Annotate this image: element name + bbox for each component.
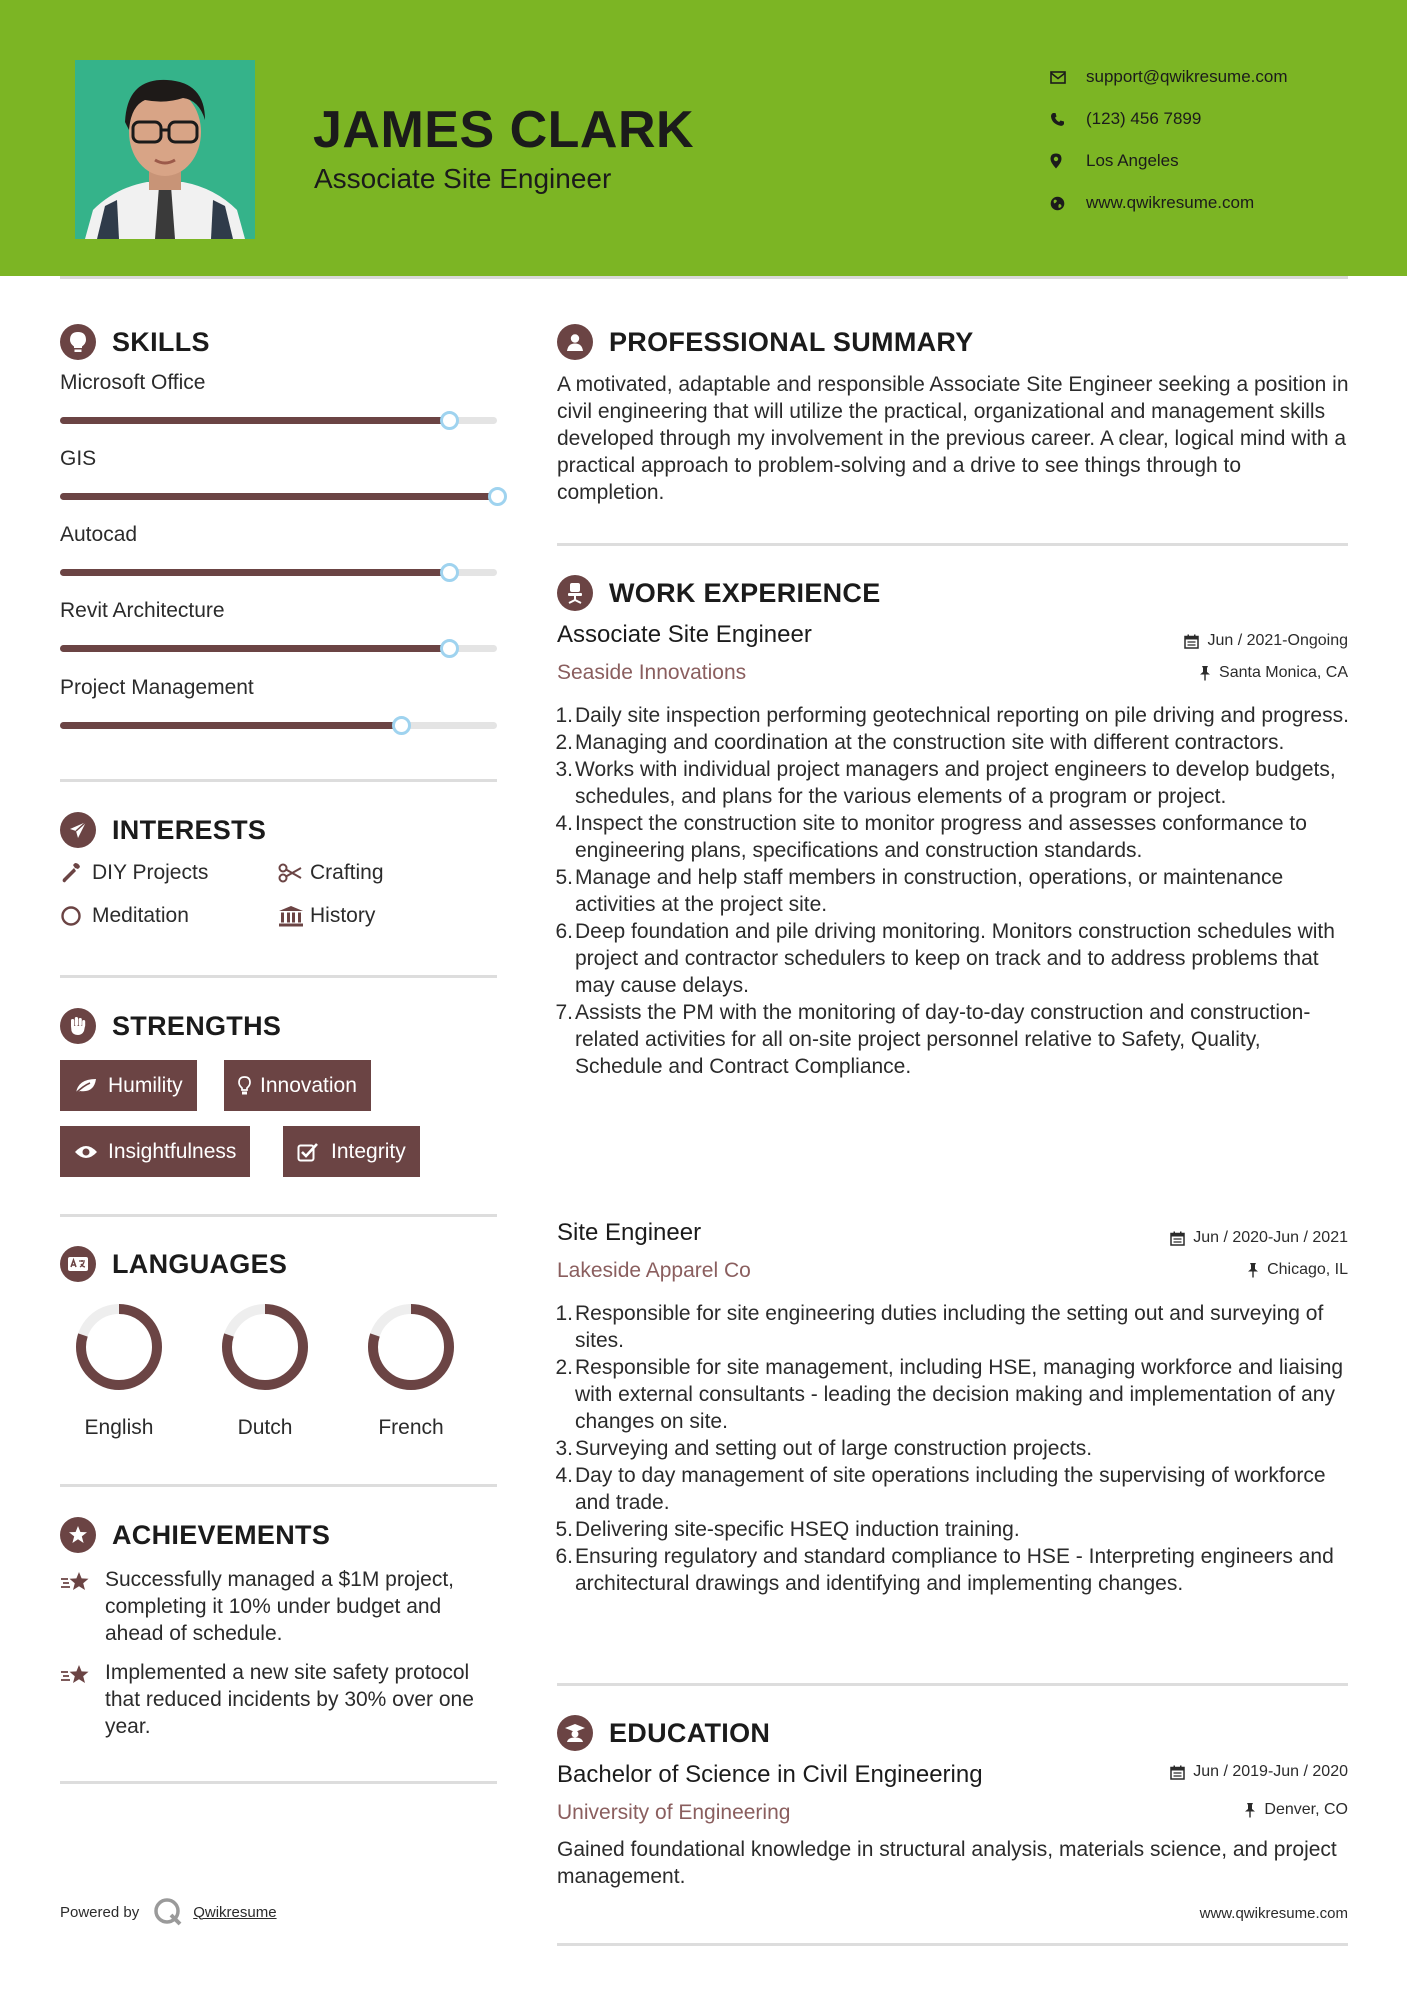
job-title: Site Engineer (557, 1219, 702, 1246)
interest-item (60, 904, 189, 928)
education-degree: Bachelor of Science in Civil Engineering (557, 1761, 983, 1788)
education-date (1170, 1763, 1348, 1781)
duty-number: 2. (555, 731, 573, 754)
summary-text: A motivated, adaptable and responsible Associate Site Engineer seeking a position in civil engineering that will utilize the practical, organizational and management skills developed through my involvement in the previous career. A clear, logical mind with a practical approach to problem-solving and a drive to see things through to completion. (557, 373, 1349, 504)
education-date-text: Jun / 2019-Jun / 2020 (1193, 1763, 1348, 1780)
job-location-text: Chicago, IL (1267, 1261, 1348, 1278)
strength-label: Integrity (331, 1139, 406, 1163)
header-divider (60, 276, 1348, 279)
job-duties-list (557, 702, 1352, 1080)
language-label: English (84, 1416, 154, 1439)
skill-bar (60, 493, 497, 500)
lightbulb-icon (238, 1076, 260, 1096)
user-icon (557, 324, 593, 360)
job-duty (557, 756, 1352, 810)
interests-title: INTERESTS (112, 814, 267, 845)
powered-by-text: Powered by (60, 1903, 140, 1921)
achievement-item (60, 1566, 500, 1647)
skill-bar (60, 417, 497, 424)
skill-bar-knob (488, 487, 507, 506)
duty-number: 4. (555, 1464, 573, 1487)
duty-number: 7. (555, 1001, 573, 1024)
language-ring (218, 1300, 312, 1394)
section-divider (557, 543, 1348, 546)
education-heading (557, 1715, 770, 1751)
language-ring (364, 1300, 458, 1394)
duty-text: Ensuring regulatory and standard compliance to HSE - Interpreting engineers and architectural drawings and identifying and implementing changes. (575, 1545, 1334, 1595)
duty-text: Surveying and setting out of large construction projects. (575, 1437, 1093, 1460)
duty-text: Works with individual project managers and project engineers to develop budgets, schedules, and plans for the various elements of a program or project. (575, 758, 1336, 808)
strengths-title: STRENGTHS (112, 1010, 282, 1041)
qwikresume-link[interactable]: Qwikresume (193, 1903, 277, 1921)
duty-number: 1. (555, 1302, 573, 1325)
achievement-text: Implemented a new site safety protocol that reduced incidents by 30% over one year. (105, 1661, 474, 1738)
experience-heading (557, 575, 881, 611)
duty-number: 2. (555, 1356, 573, 1379)
job-date (1184, 632, 1348, 650)
skill-bar-fill (60, 722, 401, 729)
duty-text: Daily site inspection performing geotechnical reporting on pile driving and progress. (575, 704, 1349, 727)
interests-heading (60, 812, 266, 848)
job-duty (557, 729, 1352, 756)
education-location (1244, 1801, 1348, 1819)
contact-phone[interactable] (1050, 98, 1288, 140)
duty-text: Managing and coordination at the construction site with different contractors. (575, 731, 1285, 754)
strength-label: Humility (108, 1073, 183, 1097)
contact-phone-text: (123) 456 7899 (1086, 109, 1202, 128)
duty-number: 5. (555, 866, 573, 889)
office-chair-icon (557, 575, 593, 611)
profile-photo (75, 60, 255, 239)
language-item (205, 1300, 325, 1440)
job-location-text: Santa Monica, CA (1219, 664, 1348, 681)
contact-list (1050, 56, 1288, 224)
skill-bar-knob (392, 716, 411, 735)
candidate-role: Associate Site Engineer (314, 163, 612, 194)
circle-icon (60, 905, 92, 927)
skill-label: Microsoft Office (60, 371, 206, 394)
phone-icon (1050, 112, 1086, 127)
interest-label: Crafting (310, 861, 384, 884)
interest-label: History (310, 904, 376, 927)
strength-badge (283, 1126, 420, 1177)
achievements-title: ACHIEVEMENTS (112, 1519, 331, 1550)
pushpin-icon (1247, 1262, 1259, 1278)
globe-icon (1050, 196, 1086, 211)
interest-item (278, 861, 384, 885)
duty-number: 3. (555, 1437, 573, 1460)
language-label: French (378, 1416, 444, 1439)
job-duties-list (557, 1300, 1352, 1597)
interest-item (278, 904, 375, 928)
language-ring (72, 1300, 166, 1394)
museum-icon (278, 905, 310, 927)
duty-text: Manage and help staff members in construction, operations, or maintenance activities at the project site. (575, 866, 1284, 916)
contact-website-text: www.qwikresume.com (1086, 193, 1255, 212)
job-duty (557, 918, 1352, 999)
summary-heading (557, 324, 974, 360)
skill-bar-knob (440, 411, 459, 430)
job-location (1247, 1261, 1348, 1279)
skill-bar (60, 569, 497, 576)
footer-powered-by (60, 1897, 277, 1927)
language-label: Dutch (237, 1416, 293, 1439)
achievements-heading (60, 1517, 330, 1553)
graduate-icon (557, 1715, 593, 1751)
paper-plane-icon (60, 812, 96, 848)
skill-bar-fill (60, 569, 449, 576)
languages-title: LANGUAGES (112, 1248, 288, 1279)
skills-title: SKILLS (112, 326, 210, 357)
duty-text: Delivering site-specific HSEQ induction training. (575, 1518, 1020, 1541)
leaf-icon (74, 1077, 108, 1095)
achievement-text: Successfully managed a $1M project, completing it 10% under budget and ahead of schedule. (105, 1568, 455, 1645)
section-divider (60, 779, 497, 782)
job-duty (557, 810, 1352, 864)
section-divider (60, 1484, 497, 1487)
calendar-icon (1170, 1765, 1185, 1780)
duty-number: 5. (555, 1518, 573, 1541)
duty-number: 6. (555, 1545, 573, 1568)
skill-label: Revit Architecture (60, 599, 225, 622)
check-square-icon (297, 1142, 331, 1162)
achievement-item (60, 1659, 500, 1740)
duty-number: 4. (555, 812, 573, 835)
interest-label: Meditation (92, 904, 189, 927)
strength-label: Innovation (260, 1073, 357, 1097)
summary-title: PROFESSIONAL SUMMARY (609, 326, 974, 357)
language-item (351, 1300, 471, 1440)
duty-number: 6. (555, 920, 573, 943)
language-icon (60, 1246, 96, 1282)
strengths-heading (60, 1008, 281, 1044)
contact-location-text: Los Angeles (1086, 151, 1179, 170)
skill-bar-knob (440, 639, 459, 658)
job-duty (557, 1516, 1352, 1543)
skills-heading (60, 324, 210, 360)
interest-label: DIY Projects (92, 861, 209, 884)
map-pin-icon (1050, 153, 1086, 169)
eye-icon (74, 1144, 108, 1160)
duty-text: Responsible for site engineering duties including the setting out and surveying of sites. (575, 1302, 1324, 1352)
duty-text: Assists the PM with the monitoring of day-to-day construction and construction-related activities for all on-site project personnel relative to Safety, Quality, Schedule and Contract Compliance. (575, 1001, 1311, 1078)
contact-location (1050, 140, 1288, 182)
job-duty (557, 1462, 1352, 1516)
skill-bar (60, 645, 497, 652)
skill-bar-fill (60, 493, 497, 500)
strength-badge (224, 1060, 371, 1111)
language-item (59, 1300, 179, 1440)
duty-text: Responsible for site management, including HSE, managing workforce and liaising with external consultants - leading the decision making and implementation of any changes on site. (575, 1356, 1344, 1433)
fist-icon (60, 1008, 96, 1044)
job-date-text: Jun / 2020-Jun / 2021 (1193, 1229, 1348, 1246)
duty-text: Deep foundation and pile driving monitoring. Monitors construction schedules with project and contractor schedulers to keep on track and to address problems that may cause delays. (575, 920, 1335, 997)
job-date-text: Jun / 2021-Ongoing (1207, 632, 1348, 649)
shooting-star-icon (60, 1566, 105, 1647)
job-duty (557, 1300, 1352, 1354)
wrench-icon (60, 862, 92, 884)
star-badge-icon (60, 1517, 96, 1553)
skill-label: GIS (60, 447, 97, 470)
qwikresume-logo-icon (153, 1897, 183, 1927)
footer-website[interactable]: www.qwikresume.com (1199, 1905, 1348, 1922)
lightbulb-icon (60, 324, 96, 360)
experience-title: WORK EXPERIENCE (609, 577, 881, 608)
contact-email-text: support@qwikresume.com (1086, 67, 1288, 86)
job-date (1170, 1229, 1348, 1247)
strength-label: Insightfulness (108, 1139, 237, 1163)
section-divider (557, 1683, 1348, 1686)
skill-label: Autocad (60, 523, 138, 546)
job-company: Lakeside Apparel Co (557, 1259, 751, 1282)
job-title: Associate Site Engineer (557, 621, 812, 648)
pushpin-icon (1244, 1802, 1256, 1818)
job-duty (557, 1435, 1352, 1462)
pushpin-icon (1199, 665, 1211, 681)
job-duty (557, 1543, 1352, 1597)
job-duty (557, 999, 1352, 1080)
skill-label: Project Management (60, 676, 254, 699)
duty-text: Day to day management of site operations including the supervising of workforce and trade. (575, 1464, 1326, 1514)
skill-bar-fill (60, 417, 449, 424)
strength-badge (60, 1060, 197, 1111)
skill-bar (60, 722, 497, 729)
calendar-icon (1184, 634, 1199, 649)
job-duty (557, 702, 1352, 729)
shooting-star-icon (60, 1659, 105, 1740)
languages-heading (60, 1246, 287, 1282)
contact-email[interactable] (1050, 56, 1288, 98)
skill-bar-knob (440, 563, 459, 582)
calendar-icon (1170, 1231, 1185, 1246)
duty-text: Inspect the construction site to monitor progress and assesses conformance to engineering plans, specifications and construction standards. (575, 812, 1307, 862)
job-location (1199, 664, 1348, 682)
job-duty (557, 1354, 1352, 1435)
education-title: EDUCATION (609, 1717, 771, 1748)
contact-website[interactable] (1050, 182, 1288, 224)
job-company: Seaside Innovations (557, 661, 747, 684)
duty-number: 3. (555, 758, 573, 781)
duty-number: 1. (555, 704, 573, 727)
section-divider (60, 1214, 497, 1217)
education-text: Gained foundational knowledge in structural analysis, materials science, and project management. (557, 1838, 1337, 1888)
skill-bar-fill (60, 645, 449, 652)
education-location-text: Denver, CO (1264, 1801, 1348, 1818)
job-duty (557, 864, 1352, 918)
section-divider (557, 1943, 1348, 1946)
scissors-icon (278, 863, 310, 883)
envelope-icon (1050, 71, 1086, 84)
education-school: University of Engineering (557, 1801, 791, 1824)
interest-item (60, 861, 208, 885)
strength-badge (60, 1126, 250, 1177)
section-divider (60, 1781, 497, 1784)
section-divider (60, 975, 497, 978)
resume-header (0, 0, 1407, 276)
candidate-name: JAMES CLARK (313, 101, 695, 159)
